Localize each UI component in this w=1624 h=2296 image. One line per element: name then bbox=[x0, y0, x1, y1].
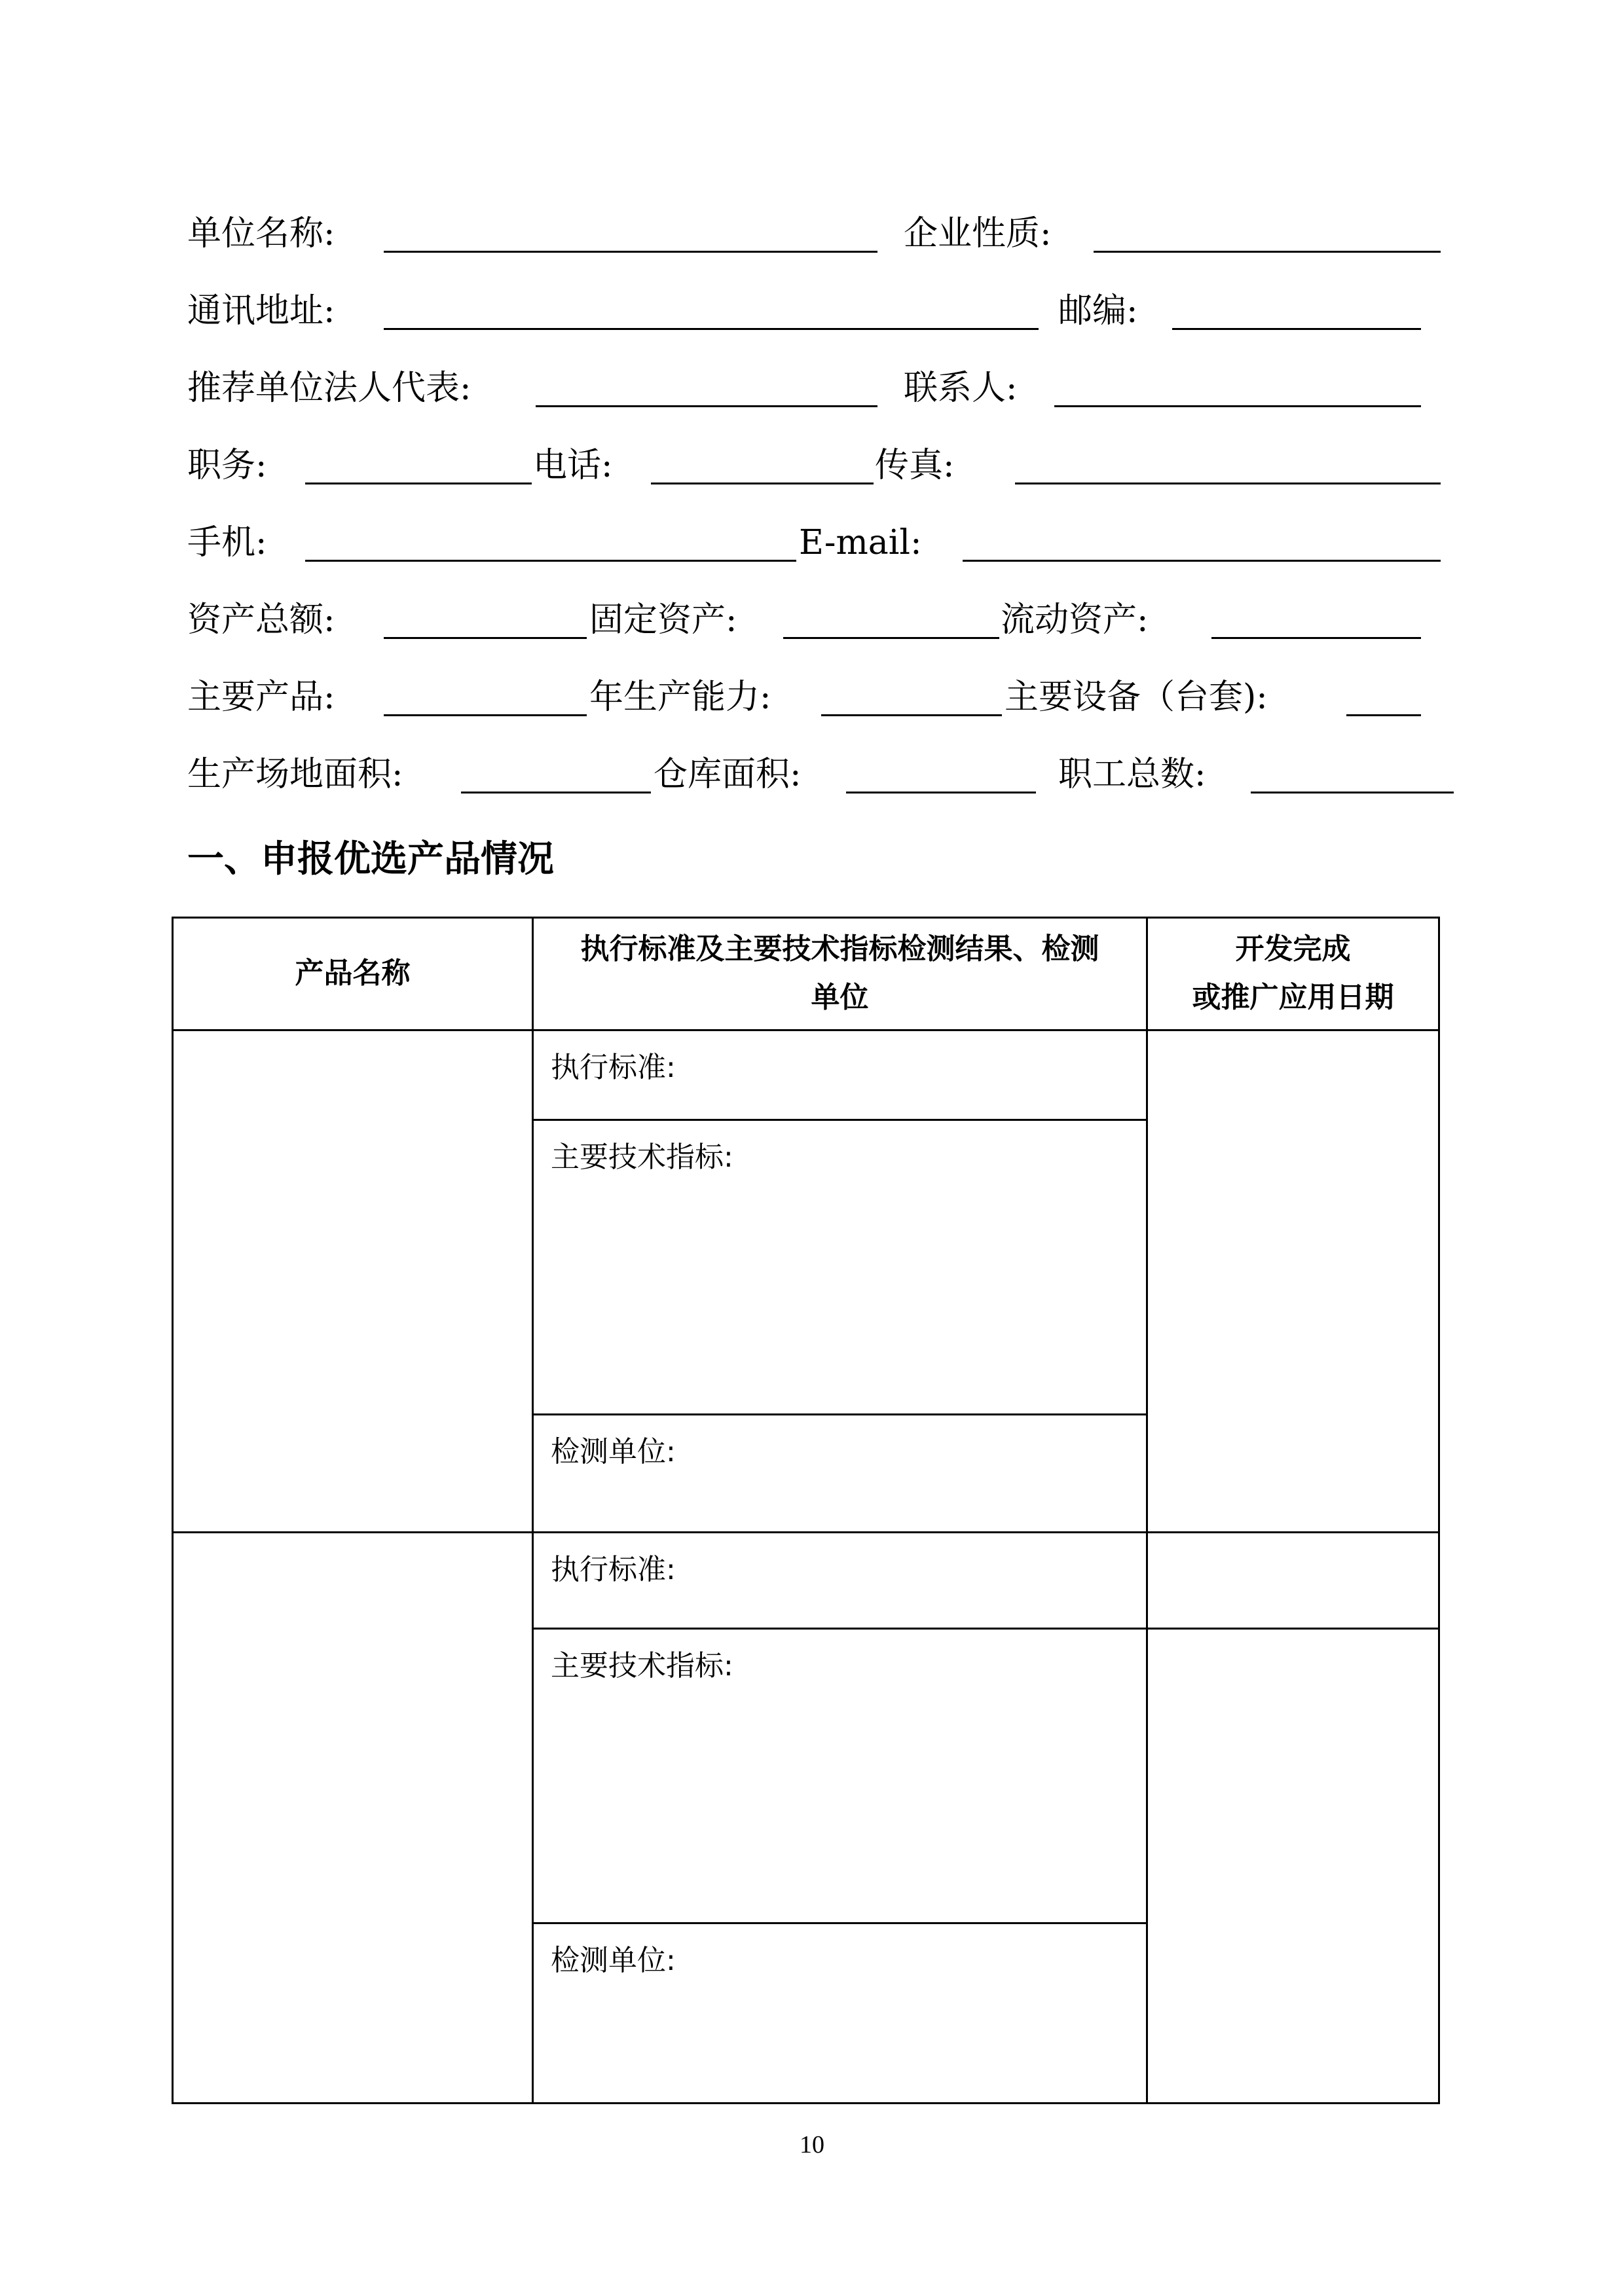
input-capacity[interactable] bbox=[821, 668, 1002, 727]
label-postcode: 邮编: bbox=[1058, 291, 1138, 331]
label-enterprise-type: 企业性质: bbox=[904, 214, 1052, 253]
input-unit-name[interactable] bbox=[384, 204, 877, 263]
label-phone: 电话: bbox=[533, 446, 613, 485]
product2-lab-cell[interactable] bbox=[533, 1923, 1147, 2104]
product2-tech-cell[interactable] bbox=[533, 1629, 1147, 1923]
label-unit-name: 单位名称: bbox=[187, 214, 335, 253]
label-current-assets: 流动资产: bbox=[1001, 600, 1149, 640]
header-product-name-text: 产品名称 bbox=[295, 957, 411, 991]
label-employees: 职工总数: bbox=[1058, 755, 1206, 794]
label-site-area: 生产场地面积: bbox=[187, 755, 403, 794]
product1-tech-cell[interactable] bbox=[533, 1120, 1147, 1414]
label-contact: 联系人: bbox=[904, 369, 1018, 408]
input-fax[interactable] bbox=[1015, 436, 1441, 495]
input-contact[interactable] bbox=[1054, 359, 1421, 418]
label-position: 职务: bbox=[187, 446, 267, 485]
product2-standard-label: 执行标准: bbox=[551, 1552, 676, 1586]
field-row-mobile bbox=[187, 513, 1445, 572]
product1-lab-cell[interactable] bbox=[533, 1415, 1147, 1533]
product1-tech-label: 主要技术指标: bbox=[551, 1140, 733, 1174]
header-date-line2: 或推广应用日期 bbox=[1192, 981, 1394, 1015]
label-total-assets: 资产总额: bbox=[187, 600, 335, 640]
input-site-area[interactable] bbox=[461, 745, 651, 804]
product1-lab-label: 检测单位: bbox=[551, 1435, 676, 1469]
product2-name-cell[interactable] bbox=[173, 1532, 533, 2103]
input-current-assets[interactable] bbox=[1211, 591, 1421, 649]
field-row-legal-rep bbox=[187, 359, 1445, 418]
label-address: 通讯地址: bbox=[187, 291, 335, 331]
input-address[interactable] bbox=[384, 282, 1039, 340]
field-row-position bbox=[187, 436, 1445, 495]
input-enterprise-type[interactable] bbox=[1094, 204, 1441, 263]
table-row bbox=[173, 1532, 1439, 1628]
input-email[interactable] bbox=[963, 513, 1441, 572]
header-standard-line1: 执行标准及主要技术指标检测结果、检测 bbox=[580, 932, 1099, 966]
product2-tech-label: 主要技术指标: bbox=[551, 1649, 733, 1683]
label-main-products: 主要产品: bbox=[187, 678, 335, 717]
input-legal-rep[interactable] bbox=[536, 359, 877, 418]
input-position[interactable] bbox=[305, 436, 532, 495]
input-postcode[interactable] bbox=[1172, 282, 1421, 340]
input-phone[interactable] bbox=[651, 436, 874, 495]
header-standard-results bbox=[533, 918, 1147, 1030]
field-row-unit-name bbox=[187, 204, 1445, 263]
section-title: 一、申报优选产品情况 bbox=[187, 838, 554, 881]
label-warehouse-area: 仓库面积: bbox=[654, 755, 802, 794]
label-email: E-mail: bbox=[799, 523, 922, 562]
label-fax: 传真: bbox=[875, 446, 955, 485]
product1-date-cell[interactable] bbox=[1147, 1030, 1439, 1532]
product1-name-cell[interactable] bbox=[173, 1030, 533, 1532]
input-warehouse-area[interactable] bbox=[846, 745, 1036, 804]
product-table bbox=[172, 917, 1440, 2104]
product1-standard-cell[interactable] bbox=[533, 1030, 1147, 1120]
header-product-name bbox=[173, 918, 533, 1030]
input-total-assets[interactable] bbox=[384, 591, 587, 649]
label-capacity: 年生产能力: bbox=[589, 678, 771, 717]
input-employees[interactable] bbox=[1251, 745, 1454, 804]
input-equipment[interactable] bbox=[1346, 668, 1421, 727]
field-row-assets bbox=[187, 591, 1445, 649]
input-main-products[interactable] bbox=[384, 668, 587, 727]
product2-date-cell-top[interactable] bbox=[1147, 1532, 1439, 1628]
field-row-address bbox=[187, 282, 1445, 340]
page-number: 10 bbox=[800, 2131, 824, 2159]
product2-lab-label: 检测单位: bbox=[551, 1944, 676, 1978]
label-legal-rep: 推荐单位法人代表: bbox=[187, 369, 471, 408]
header-date-line1: 开发完成 bbox=[1235, 932, 1351, 966]
table-header-row bbox=[173, 918, 1439, 1030]
field-row-area bbox=[187, 745, 1445, 804]
product2-standard-cell[interactable] bbox=[533, 1532, 1147, 1628]
input-fixed-assets[interactable] bbox=[783, 591, 999, 649]
table-row bbox=[173, 1030, 1439, 1120]
label-mobile: 手机: bbox=[187, 523, 267, 562]
label-equipment: 主要设备（台套): bbox=[1005, 678, 1268, 717]
header-date bbox=[1147, 918, 1439, 1030]
header-standard-line2: 单位 bbox=[811, 981, 869, 1015]
field-row-products bbox=[187, 668, 1445, 727]
label-fixed-assets: 固定资产: bbox=[589, 600, 737, 640]
product2-date-cell[interactable] bbox=[1147, 1629, 1439, 2104]
product1-standard-label: 执行标准: bbox=[551, 1050, 676, 1084]
input-mobile[interactable] bbox=[305, 513, 796, 572]
